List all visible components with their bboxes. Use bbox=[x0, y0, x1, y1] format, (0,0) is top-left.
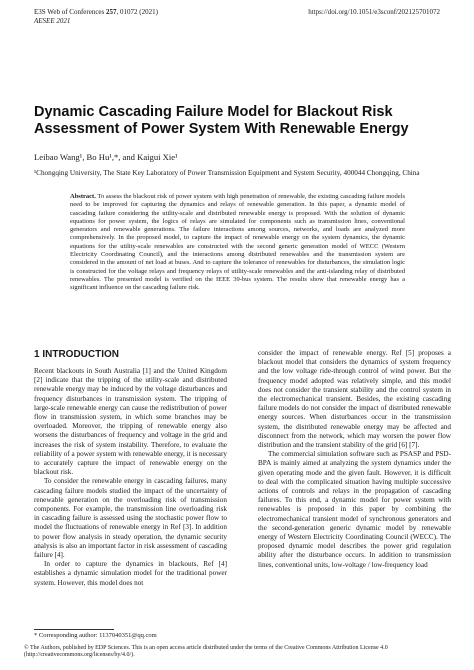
paragraph: consider the impact of renewable energy. Ref [5] proposes a blackout model that considers the dynamics of system frequency and the low voltage ride-through control of wind power. But the frequency model adopted was relatively simple, and this model does not consider the transient stability and the control system in the electromechanical transient. Besides, the existing cascading failure models do not consider the impact of distributed renewable energy sources. When disturbances occur in the transmission system, the distributed renewable energy may be affected and disconnect from the network, which may worsen the power flow distribution and the transient stability of the grid [6] [7]. bbox=[258, 349, 451, 450]
paragraph: In order to capture the dynamics in blackouts, Ref [4] establishes a dynamic simulation model for the traditional power system. However, this model does not bbox=[34, 560, 227, 587]
paragraph: The commercial simulation software such as PSASP and PSD-BPA is mainly aimed at analyzing the system dynamics under the given operating mode and the given fault. However, it is difficult to deal with the complicated situation having multiple successive actions of controls and relays in the propagation of cascading failures. To this end, a dynamic model for power system with renewables is proposed in this paper by combining the electromechanical transient model of synchronous generators and the second-generation generic dynamic model by renewable energy of Western Electricity Coordinating Council (WECC). The proposed dynamic model describes the power grid regulation ability after the disturbance occurs. In addition to transmission lines, conventional units, low-voltage / low-frequency load bbox=[258, 450, 451, 569]
abstract-text: To assess the blackout risk of power system with high penetration of renewable, the existing cascading failure models need to be improved for capturing the dynamics and relays of renewable generation. In this paper, a dynamic model of cascading failure considering the utility-scale and distributed renewable energy is proposed. With the solution of dynamic equations for power system, the logics of relays are simulated for components such as transmission lines, conventional generators and renewable generations. The failure interactions among sources, networks, and loads are analyzed more comprehensively. In the proposed model, to capture the impact of renewable energy on the system dynamics, the dynamic equations for the utility-scale renewables are constructed with the second generic generation model of WECC (Western Electricity Coordinating Council), and the interactions among distributed renewables and the transmission system are considered in the amount of net load at buses. And to capture the tolerance of renewables for disturbances, the simulation logic is constructed for the voltage relays and frequency relays of utility-scale renewables and the anti-islanding relay of distributed renewables. The presented model is verified on the IEEE 39-bus system. The results show that renewable energy has a significant influence on the cascading failure risk. bbox=[70, 193, 405, 292]
author-list: Leibao Wang¹, Bo Hu¹,*, and Kaigui Xie¹ bbox=[34, 152, 178, 162]
conference-name: AESEE 2021 bbox=[34, 17, 71, 25]
paragraph: Recent blackouts in South Australia [1] and the United Kingdom [2] indicate that the tripping of the utility-scale and distributed renewable energy may be induced by the voltage disturbances and frequency disturbances in transmission system. The tripping of large-scale renewable energy can cause the redistribution of power flow in transmission system, in which some branches may be overloaded. Moreover, the tripping of renewable energy also worsens the disturbances of frequency and voltage in the grid and increases the risk of system instability. Therefore, to evaluate the reliability of a power system with renewable energy, it is necessary to accurately capture the impact of renewable energy on the blackout risk. bbox=[34, 367, 227, 477]
right-column bbox=[258, 349, 451, 570]
paragraph: To consider the renewable energy in cascading failures, many cascading failure models studied the impact of the uncertainty of renewable generation on the overloading risk of transmission components. For example, the transmission line overloading risk in cascading failure is assessed using the stochastic power flow to model the fluctuations of renewable energy in Ref [3]. In addition to power flow analysis in steady operation, the dynamic security analysis is also an important factor in risk assessment of cascading failure [4]. bbox=[34, 477, 227, 560]
journal-name: E3S Web of Conferences bbox=[34, 8, 107, 16]
license-notice: © The Authors, published by EDP Sciences. This is an open access article distributed under the terms of the Creative Commons Attribution License 4.0 (http://creativecommons.org/licenses/by/4.0/). bbox=[24, 645, 388, 659]
footnote-divider bbox=[34, 629, 114, 630]
footnote: * Corresponding author: 1137040351@qq.com bbox=[34, 632, 157, 639]
left-column bbox=[34, 349, 227, 588]
running-header-left bbox=[34, 8, 158, 26]
paper-title: Dynamic Cascading Failure Model for Blackout Risk Assessment of Power System With Renewable Energy bbox=[34, 104, 409, 137]
section-heading: 1 INTRODUCTION bbox=[34, 349, 119, 360]
journal-citation bbox=[34, 8, 158, 17]
doi-link[interactable]: https://doi.org/10.1051/e3sconf/202125701072 bbox=[308, 8, 440, 16]
journal-volume: 257 bbox=[106, 8, 117, 16]
journal-article-number: , 01072 (2021) bbox=[116, 8, 158, 16]
abstract bbox=[70, 193, 405, 293]
affiliation: ¹Chongqing University, The State Key Laboratory of Power Transmission Equipment and System Security, 400044 Chongqing, China bbox=[34, 169, 420, 177]
abstract-label: Abstract. bbox=[70, 193, 96, 200]
